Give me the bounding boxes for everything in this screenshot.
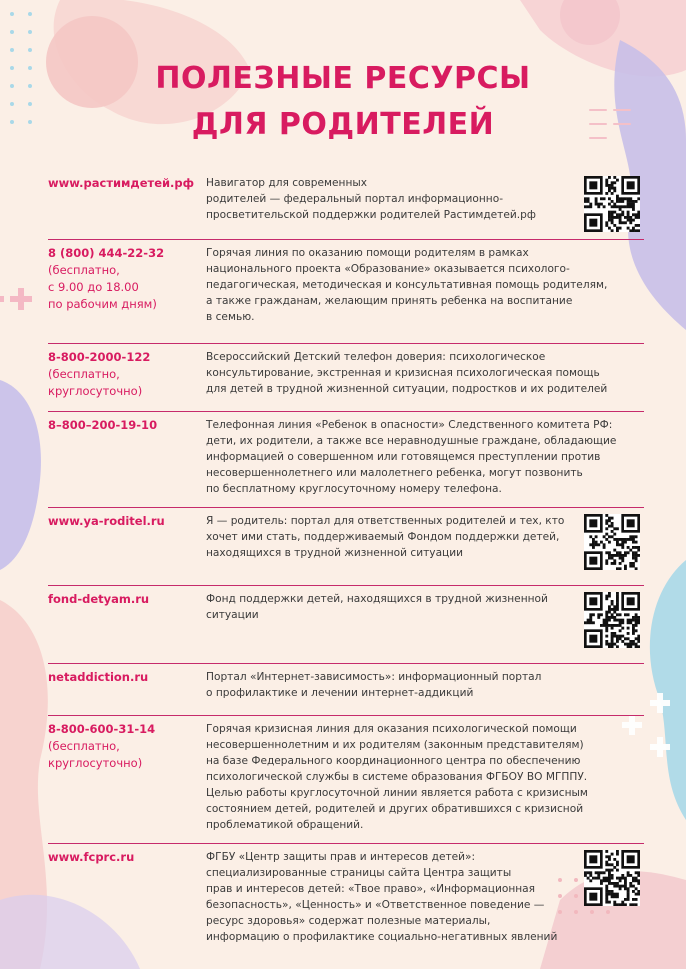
- qr-code-icon: [584, 514, 640, 570]
- resource-note: (бесплатно, круглосуточно): [48, 367, 143, 398]
- resource-contact: [48, 417, 206, 501]
- resource-row: [48, 664, 644, 716]
- resource-phone[interactable]: 8-800-2000-122: [48, 350, 151, 364]
- resource-phone[interactable]: 8 (800) 444-22-32: [48, 246, 165, 260]
- title-line-1: ПОЛЕЗНЫЕ РЕСУРСЫ: [155, 61, 531, 96]
- resource-contact: [48, 513, 206, 579]
- resource-contact: [48, 849, 206, 949]
- resource-row: [48, 586, 644, 664]
- resource-note: (бесплатно, с 9.00 до 18.00 по рабочим дням): [48, 263, 157, 311]
- resource-contact: [48, 245, 206, 337]
- qr-code-icon: [584, 592, 640, 648]
- resources-list: [48, 170, 644, 955]
- resource-description: Телефонная линия «Ребенок в опасности» Следственного комитета РФ: дети, их родители, а также все неравнодушные граждане, обладающие информацией о совершенном или готовящемся преступлении против несовершеннолетнего или малолетнего ребенка, могут позвонить по бесплатному круглосуточному номеру телефона.: [206, 419, 617, 495]
- resource-phone[interactable]: 8–800–200-19-10: [48, 418, 158, 432]
- resource-row: [48, 412, 644, 508]
- resource-description: Портал «Интернет-зависимость»: информационный портал о профилактике и лечении интернет-аддикций: [206, 671, 542, 699]
- resource-contact: [48, 721, 206, 837]
- resource-contact: [48, 349, 206, 405]
- resource-description: Горячая линия по оказанию помощи родителям в рамках национального проекта «Образование» оказывается психолого- педагогическая, методическая и консультативная помощь родителям, а также гражданам, желающим принять ребенка на воспитание в семью.: [206, 247, 608, 323]
- resource-link[interactable]: netaddiction.ru: [48, 670, 149, 684]
- resource-link[interactable]: www.fcprc.ru: [48, 850, 135, 864]
- qr-code-icon: [584, 176, 640, 232]
- resource-contact: [48, 669, 206, 709]
- resource-row: [48, 844, 644, 955]
- resource-description: Я — родитель: портал для ответственных родителей и тех, кто хочет ими стать, поддерживаемый Фондом поддержки детей, находящихся в трудной жизненной ситуации: [206, 515, 565, 559]
- resource-row: [48, 716, 644, 844]
- resource-description: ФГБУ «Центр защиты прав и интересов детей»: специализированные страницы сайта Центра защиты прав и интересов детей: «Твое право», «Информационная безопасность», «Ценность» и «Ответственное поведение — ресурс здоровья» содержат полезные материалы, информацию о профилактике социально-негативных явлений: [206, 851, 558, 943]
- resource-row: [48, 344, 644, 412]
- resource-description: Навигатор для современных родителей — федеральный портал информационно- просветительской поддержки родителей Растимдетей.рф: [206, 177, 536, 221]
- resource-link[interactable]: fond-detyam.ru: [48, 592, 150, 606]
- qr-code-icon: [584, 850, 640, 906]
- resource-row: [48, 170, 644, 240]
- resource-contact: [48, 591, 206, 657]
- resource-description: Горячая кризисная линия для оказания психологической помощи несовершеннолетним и их родителям (законным представителям) на базе Федерального координационного центра по обеспечению психологической службы в системе образования ФГБОУ ВО МГППУ. Целью работы круглосуточной линии является работа с кризисным состоянием детей, родителей и других обратившихся с кризисной проблематикой обращений.: [206, 723, 588, 831]
- resource-note: (бесплатно, круглосуточно): [48, 739, 143, 770]
- resource-phone[interactable]: 8-800-600-31-14: [48, 722, 156, 736]
- title-line-2: ДЛЯ РОДИТЕЛЕЙ: [191, 107, 495, 142]
- resource-row: [48, 240, 644, 344]
- resource-description: Фонд поддержки детей, находящихся в трудной жизненной ситуации: [206, 593, 548, 621]
- resource-description: Всероссийский Детский телефон доверия: психологическое консультирование, экстренная и кризисная психологическая помощь для детей в трудной жизненной ситуации, подростков и их родителей: [206, 351, 608, 395]
- resource-contact: [48, 175, 206, 233]
- resource-link[interactable]: www.растимдетей.рф: [48, 176, 195, 190]
- resource-row: [48, 508, 644, 586]
- resource-link[interactable]: www.ya-roditel.ru: [48, 514, 165, 528]
- page-title: [0, 56, 686, 148]
